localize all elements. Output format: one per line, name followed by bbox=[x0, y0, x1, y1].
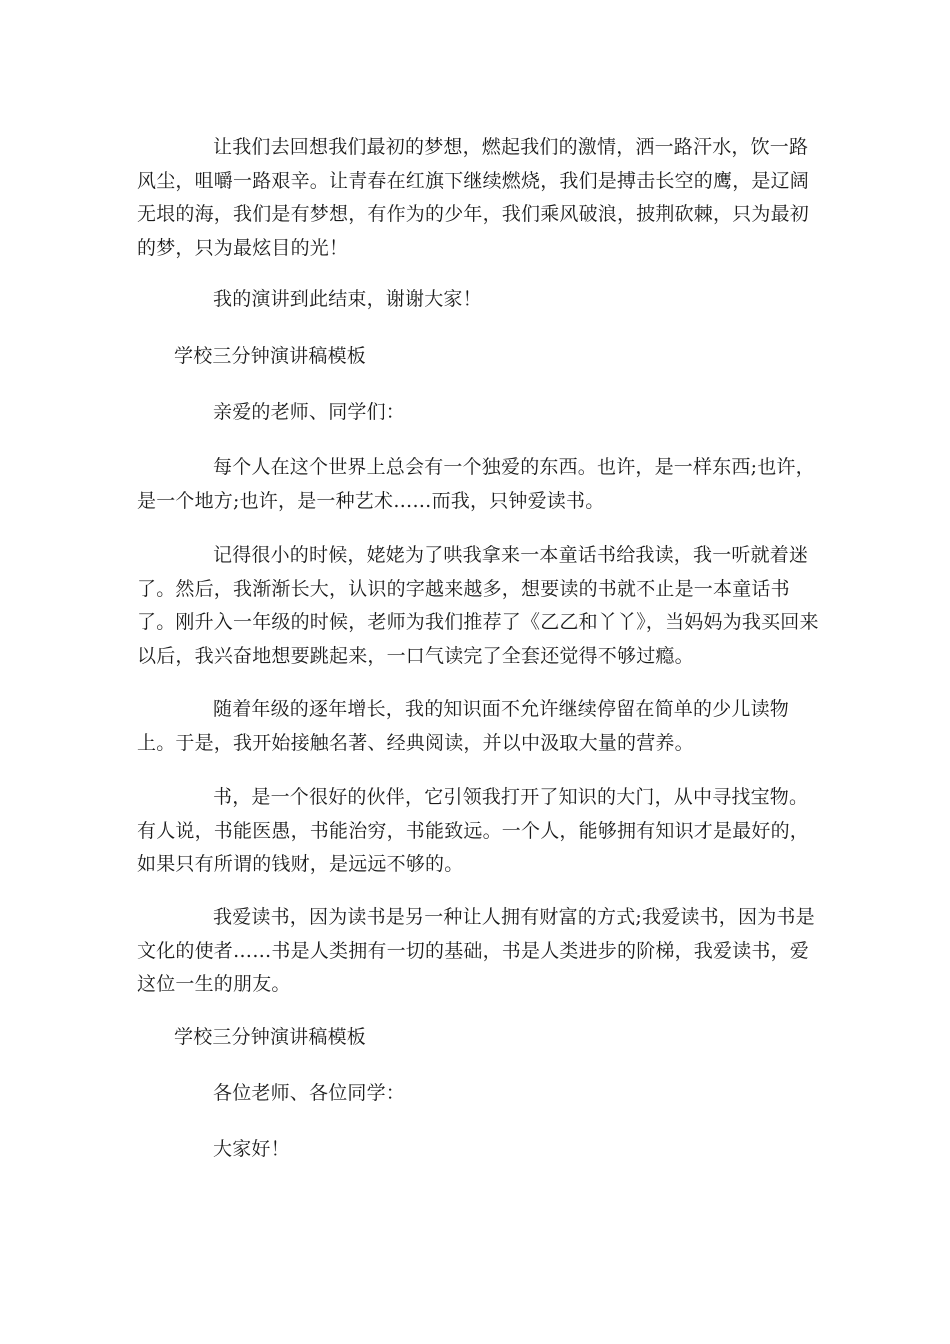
salutation: 亲爱的老师、同学们： bbox=[213, 401, 406, 423]
paragraph-book-partner: 书，是一个很好的伙伴，它引领我打开了知识的大门，从中寻找宝物。有人说，书能医愚，书能治穷，书能致远。一个人，能够拥有知识才是最好的，如果只有所谓的钱财，是远远不够的。 bbox=[137, 786, 810, 875]
paragraph-love-books: 每个人在这个世界上总会有一个独爱的东西。也许，是一样东西;也许，是一个地方;也许，是一种艺术……而我，只钟爱读书。 bbox=[137, 456, 815, 512]
greeting: 大家好！ bbox=[213, 1138, 290, 1160]
paragraph-closing: 我的演讲到此结束，谢谢大家！ bbox=[213, 288, 482, 310]
paragraph-why-read: 我爱读书，因为读书是另一种让人拥有财富的方式;我爱读书，因为书是文化的使者……书是人类拥有一切的基础，书是人类进步的阶梯，我爱读书，爱这位一生的朋友。 bbox=[137, 906, 815, 995]
paragraph-growth: 随着年级的逐年增长，我的知识面不允许继续停留在简单的少儿读物上。于是，我开始接触名著、经典阅读，并以中汲取大量的营养。 bbox=[137, 698, 790, 754]
section-title-2: 学校三分钟演讲稿模板 bbox=[174, 1026, 367, 1048]
paragraph-dream: 让我们去回想我们最初的梦想，燃起我们的激情，洒一路汗水，饮一路风尘，咀嚼一路艰辛。让青春在红旗下继续燃烧，我们是搏击长空的鹰，是辽阔无垠的海，我们是有梦想，有作为的少年，我们乘风破浪，披荆砍棘，只为最初的梦，只为最炫目的光！ bbox=[137, 136, 810, 259]
salutation-2: 各位老师、各位同学： bbox=[213, 1082, 406, 1104]
paragraph-childhood: 记得很小的时候，姥姥为了哄我拿来一本童话书给我读，我一听就着迷了。然后，我渐渐长大，认识的字越来越多，想要读的书就不止是一本童话书了。刚升入一年级的时候，老师为我们推荐了《乙乙和丫丫》，当妈妈为我买回来以后，我兴奋地想要跳起来，一口气读完了全套还觉得不够过瘾。 bbox=[137, 544, 819, 667]
section-title: 学校三分钟演讲稿模板 bbox=[174, 345, 367, 367]
